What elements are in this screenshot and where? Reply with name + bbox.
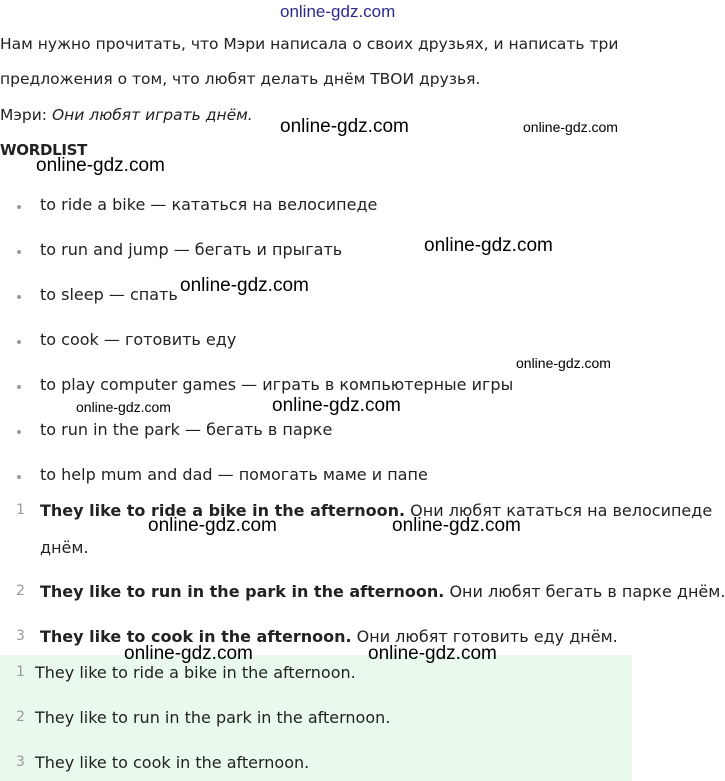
wordlist-heading: WORDLIST [0,141,88,159]
watermark: online-gdz.com [392,515,521,536]
watermark: online-gdz.com [280,116,409,137]
answer-text: They like to run in the park in the afternoon. [35,708,391,727]
sentence-english: They like to cook in the afternoon. [40,627,352,646]
watermark: online-gdz.com [368,643,497,664]
watermark: online-gdz.com [272,395,401,416]
intro-line-1: Нам нужно прочитать, что Мэри написала о своих друзьях, и написать три [0,35,619,53]
wordlist-item-text: to help mum and dad — помогать маме и папе [40,465,428,484]
answer-text: They like to ride a bike in the afternoon. [35,663,356,682]
bullet-icon [17,295,21,299]
intro-line-2: предложения о том, что любят делать днём ТВОИ друзья. [0,70,481,88]
wordlist-item-text: to run and jump — бегать и прыгать [40,240,343,259]
sentence-number: 1 [16,502,25,518]
sentence-russian: Они любят готовить еду днём. [351,627,618,646]
watermark: online-gdz.com [76,399,171,415]
wordlist-item-text: to sleep — спать [40,285,178,304]
answer-number: 3 [16,754,25,770]
bullet-icon [17,340,21,344]
bullet-icon [17,205,21,209]
sentence-line [40,501,712,521]
wordlist-item-text: to play computer games — играть в компьютерные игры [40,375,514,394]
sentence-english: They like to ride a bike in the afternoon. [40,501,406,520]
bullet-icon [17,250,21,254]
sentence-line [40,582,725,602]
watermark: online-gdz.com [148,515,277,536]
watermark: online-gdz.com [516,355,611,371]
answer-number: 2 [16,709,25,725]
sentence-russian-cont: днём. [40,538,89,557]
watermark: online-gdz.com [36,155,165,176]
sentence-russian: Они любят бегать в парке днём. [444,582,725,601]
wordlist-item-text: to cook — готовить еду [40,330,237,349]
bullet-icon [17,430,21,434]
wordlist-item-text: to run in the park — бегать в парке [40,420,333,439]
sentence-english: They like to run in the park in the afternoon. [40,582,445,601]
watermark: online-gdz.com [424,235,553,256]
watermark-top: online-gdz.com [280,2,396,21]
watermark: online-gdz.com [180,275,309,296]
mary-label: Мэри: [0,106,48,124]
watermark: online-gdz.com [124,643,253,664]
bullet-icon [17,475,21,479]
bullet-icon [17,385,21,389]
answer-text: They like to cook in the afternoon. [35,753,310,772]
wordlist-item-text: to ride a bike — кататься на велосипеде [40,195,378,214]
sentence-number: 2 [16,583,25,599]
watermark: online-gdz.com [523,119,618,135]
mary-example [0,105,253,125]
mary-quote: Они любят играть днём. [51,106,253,124]
answer-number: 1 [16,664,25,680]
sentence-russian: Они любят кататься на велосипеде [405,501,713,520]
sentence-number: 3 [16,628,25,644]
